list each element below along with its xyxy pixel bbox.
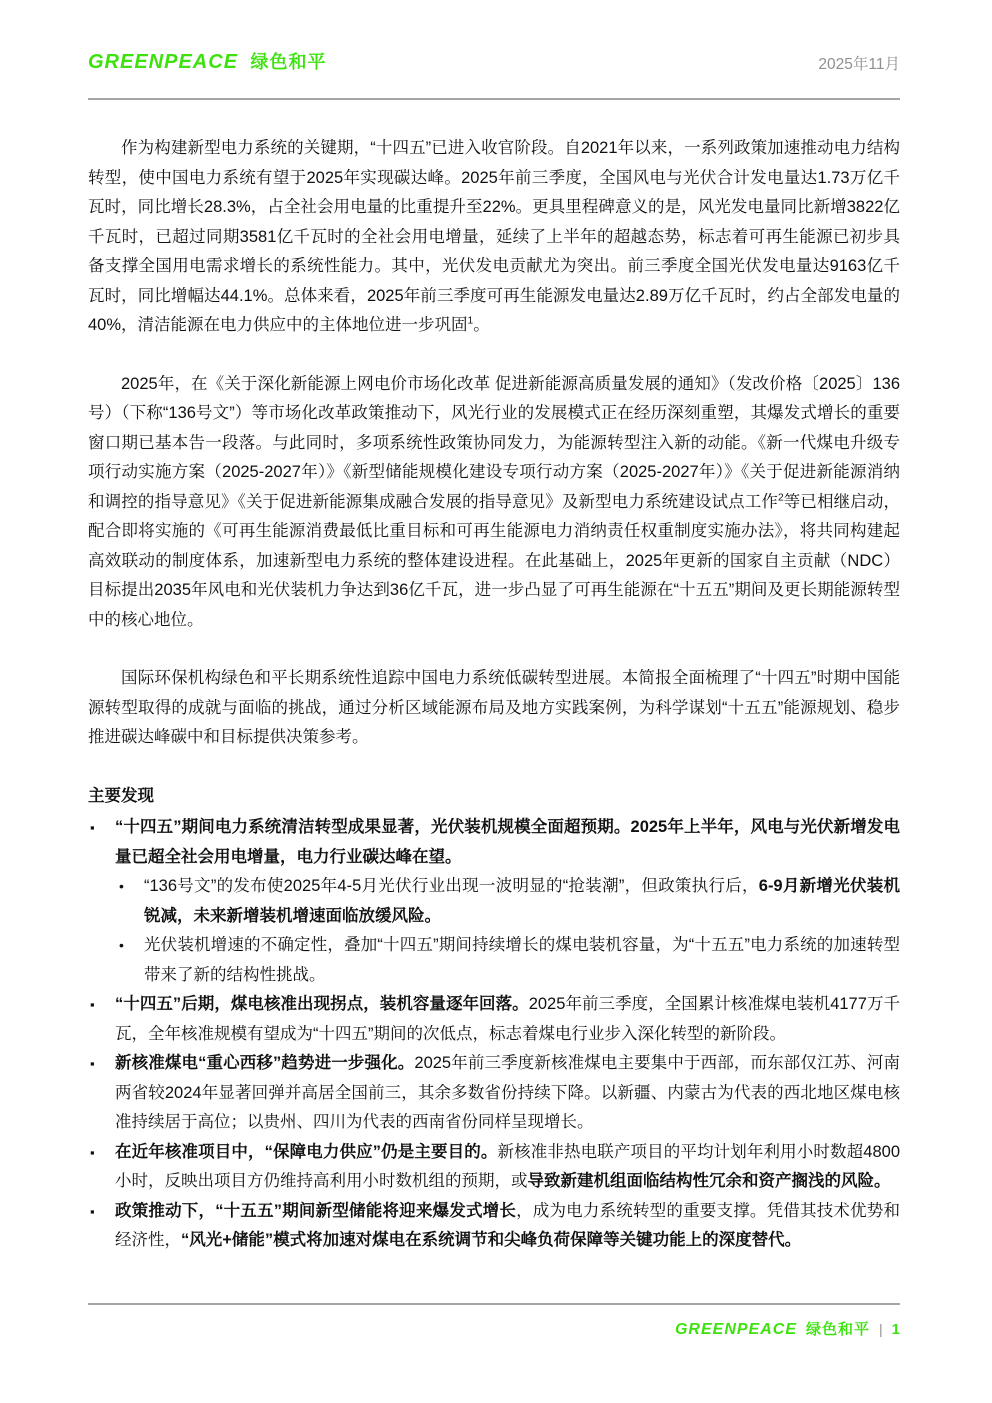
finding-text bbox=[144, 877, 900, 925]
text-segment: 光伏装机增速的不确定性，叠加“十四五”期间持续增长的煤电装机容量，为“十五五”电力系统的加速转型带来了新的结构性挑战。 bbox=[144, 936, 900, 984]
bullet-icon: • bbox=[119, 878, 124, 894]
finding-item bbox=[88, 1138, 900, 1197]
finding-subitem bbox=[117, 931, 900, 990]
bullet-icon: ▪ bbox=[90, 997, 95, 1012]
header-divider bbox=[88, 98, 900, 100]
greenpeace-chinese-name: 绿色和平 bbox=[250, 52, 327, 72]
intro-paragraphs bbox=[88, 134, 900, 753]
footer-divider bbox=[88, 1303, 900, 1305]
text-segment: 2025年，在《关于深化新能源上网电价市场化改革 促进新能源高质量发展的通知》（发改价格〔2025〕136号）（下称“136号文”）等市场化改革政策推动下，风光行业的发展模式正在经历深刻重塑，其爆发式增长的重要窗口期已基本告一段落。与此同时，多项系统性政策协同发力，为能源转型注入新的动能。《新一代煤电升级专项行动实施方案（2025-2027年）》《新型储能规模化建设专项行动方案（2025-2027年）》《关于促进新能源消纳和调控的指导意见》《关于促进新能源集成融合发展的指导意见》及新型电力系统建设试点工作 bbox=[88, 374, 900, 511]
text-segment: “十四五”期间电力系统清洁转型成果显著，光伏装机规模全面超预期。2025年上半年，风电与光伏新增发电量已超全社会用电增量，电力行业碳达峰在望。 bbox=[115, 818, 900, 866]
finding-text bbox=[115, 1054, 900, 1131]
page-header bbox=[88, 48, 900, 74]
text-segment: ，成为电力系统转型的重要支撑。凭借其技术优势和经济性， bbox=[115, 1201, 901, 1249]
text-segment: 新核准非热电联产项目的平均计划年利用小时数超4800小时，反映出项目方仍维持高利用小时数机组的预期，或 bbox=[115, 1142, 901, 1190]
finding-text bbox=[115, 1202, 900, 1250]
footer-separator: | bbox=[879, 1321, 883, 1337]
finding-item bbox=[88, 990, 900, 1049]
bullet-icon: ▪ bbox=[90, 820, 95, 835]
footnote-marker: 1 bbox=[467, 315, 474, 327]
text-segment: 6-9月新增光伏装机锐减，未来新增装机增速面临放缓风险。 bbox=[144, 877, 900, 925]
text-segment: 作为构建新型电力系统的关键期，“十四五”已进入收官阶段。自2021年以来，一系列政策加速推动电力结构转型，使中国电力系统有望于2025年实现碳达峰。2025年前三季度，全国风电与光伏合计发电量达1.73万亿千瓦时，同比增长28.3%，占全社会用电量的比重提升至22%。更具里程碑意义的是，风光发电量同比新增3822亿千瓦时，已超过同期3581亿千瓦时的全社会用电增量，延续了上半年的超越态势，标志着可再生能源已初步具备支撑全国用电需求增长的系统性能力。其中，光伏发电贡献尤为突出。前三季度全国光伏发电量达9163亿千瓦时，同比增幅达44.1%。总体来看，2025年前三季度可再生能源发电量达2.89万亿千瓦时，约占全部发电量的40%，清洁能源在电力供应中的主体地位进一步巩固 bbox=[88, 139, 900, 334]
paragraph bbox=[88, 664, 900, 753]
greenpeace-logo bbox=[88, 48, 326, 74]
text-segment: 。 bbox=[473, 316, 490, 334]
finding-text bbox=[144, 936, 900, 984]
finding-text bbox=[115, 818, 900, 866]
findings-list bbox=[88, 813, 900, 1256]
page-footer bbox=[88, 1303, 900, 1339]
page-number: 1 bbox=[891, 1321, 900, 1338]
finding-text bbox=[115, 1143, 900, 1191]
finding-subitem bbox=[117, 872, 900, 931]
bullet-icon: ▪ bbox=[90, 1056, 95, 1071]
greenpeace-footer-chinese-name: 绿色和平 bbox=[806, 1321, 871, 1338]
text-segment: “十四五”后期，煤电核准出现拐点，装机容量逐年回落。 bbox=[115, 995, 529, 1013]
bullet-icon: ▪ bbox=[90, 1144, 95, 1160]
text-segment: “136号文”的发布使2025年4-5月光伏行业出现一波明显的“抢装潮”，但政策执行后， bbox=[144, 877, 759, 895]
paragraph bbox=[88, 134, 900, 341]
finding-item bbox=[88, 1049, 900, 1138]
report-body bbox=[88, 134, 900, 1256]
text-segment: 国际环保机构绿色和平长期系统性追踪中国电力系统低碳转型进展。本简报全面梳理了“十四五”时期中国能源转型取得的成就与面临的挑战，通过分析区域能源布局及地方实践案例，为科学谋划“十五五”能源规划、稳步推进碳达峰碳中和目标提供决策参考。 bbox=[88, 669, 900, 746]
findings-heading: 主要发现 bbox=[88, 786, 154, 805]
bullet-icon: ▪ bbox=[90, 1203, 95, 1219]
text-segment: “风光+储能”模式将加速对煤电在系统调节和尖峰负荷保障等关键功能上的深度替代。 bbox=[181, 1231, 802, 1249]
greenpeace-footer-wordmark: GREENPEACE bbox=[674, 1321, 797, 1338]
text-segment: 新核准煤电“重心西移”趋势进一步强化。 bbox=[115, 1054, 415, 1072]
issue-date: 2025年11月 bbox=[818, 56, 900, 73]
text-segment: 导致新建机组面临结构性冗余和资产搁浅的风险。 bbox=[527, 1172, 891, 1190]
finding-item bbox=[88, 1197, 900, 1256]
finding-item bbox=[88, 813, 900, 872]
text-segment: 2025年前三季度，全国累计核准煤电装机4177万千瓦，全年核准规模有望成为“十四五”期间的次低点，标志着煤电行业步入深化转型的新阶段。 bbox=[115, 995, 900, 1043]
text-segment: 政策推动下，“十五五”期间新型储能将迎来爆发式增长 bbox=[115, 1201, 517, 1220]
paragraph bbox=[88, 370, 900, 636]
text-segment: 2025年前三季度新核准煤电主要集中于西部，而东部仅江苏、河南两省较2024年显著回弹并高居全国前三，其余多数省份持续下降。以新疆、内蒙古为代表的西北地区煤电核准持续居于高位；以贵州、四川为代表的西南省份同样呈现增长。 bbox=[115, 1054, 900, 1131]
text-segment: 在近年核准项目中，“保障电力供应”仍是主要目的。 bbox=[115, 1142, 498, 1161]
greenpeace-wordmark: GREENPEACE bbox=[88, 51, 239, 73]
footer-logo-row bbox=[88, 1318, 900, 1339]
footnote-marker: 2 bbox=[777, 492, 784, 503]
text-segment: 等已相继启动，配合即将实施的《可再生能源消费最低比重目标和可再生能源电力消纳责任权重制度实施办法》，将共同构建起高效联动的制度体系，加速新型电力系统的整体建设进程。在此基础上，2025年更新的国家自主贡献（NDC）目标提出2035年风电和光伏装机力争达到36亿千瓦，进一步凸显了可再生能源在“十五五”期间及更长期能源转型中的核心地位。 bbox=[88, 492, 901, 629]
bullet-icon: • bbox=[119, 937, 124, 953]
finding-text bbox=[115, 995, 900, 1043]
